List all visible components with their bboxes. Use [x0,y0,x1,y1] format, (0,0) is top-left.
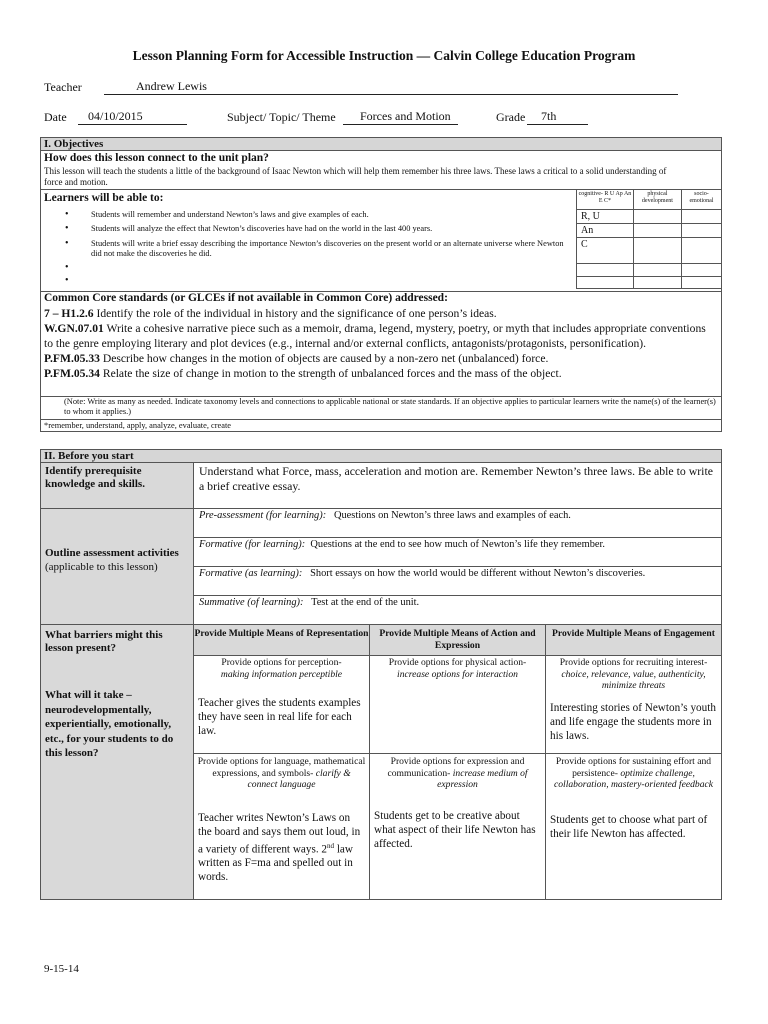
tax-cell[interactable]: An [577,224,634,238]
objective-item: • Students will analyze the effect that Newton’s discoveries have had on the world in the last 400 years. [44,224,564,239]
subject-field[interactable] [343,109,458,125]
tax-cell[interactable] [633,238,681,264]
cc-title: Common Core standards (or GLCEs if not available in Common Core) addressed: [44,292,448,304]
tax-cell[interactable]: C [577,238,634,264]
udl-cell-expression[interactable]: Provide options for expression and communication- increase medium of expression Students get to be creative about what aspect of their life Newton has affected. [369,753,546,900]
assess-label-cell [40,508,194,625]
date-label: Date [44,110,67,124]
page-title: Lesson Planning Form for Accessible Instruction — Calvin College Education Program [132,48,636,63]
udl-header-engagement: Provide Multiple Means of Engagement [545,624,722,656]
barriers-question: What barriers might this lesson present? [45,629,163,654]
tax-cell[interactable] [577,277,634,289]
prereq-label: Identify prerequisite knowledge and skills. [45,465,145,490]
taxonomy-footnote: *remember, understand, apply, analyze, evaluate, create [44,421,231,430]
connect-answer: This lesson will teach the students a little of the background of Isaac Newton which will help them remember his three laws. These laws a critical to a solid understanding of force and motion. [44,166,667,187]
barriers-label-cell [40,624,194,900]
objectives-header: I. Objectives [40,137,722,151]
prereq-text: Understand what Force, mass, acceleration and motion are. Remember Newton’s three laws. Be able to write a brief creative essay. [199,464,713,493]
assess-label: Outline assessment activities [45,547,179,559]
tax-cell[interactable]: R, U [577,210,634,224]
grade-field[interactable] [527,109,588,125]
udl-cell-sustaining[interactable]: Provide options for sustaining effort and persistence- optimize challenge, collaboration, mastery-oriented feedback Students get to choose what part of their life Newton has affected. [545,753,722,900]
teacher-field[interactable] [104,79,678,95]
assess-row-pre[interactable]: Pre-assessment (for learning): Questions on Newton’s three laws and examples of each. [193,508,722,538]
tax-cell[interactable] [681,210,721,224]
tax-cell[interactable] [633,224,681,238]
objectives-note: (Note: Write as many as needed. Indicate taxonomy levels and connections to applicable national or state standards. If an objective applies to particular learners write the name(s) of the learner(s) to whom it applies.) [64,397,716,416]
udl-cell-language[interactable]: Provide options for language, mathematical expressions, and symbols- clarify & connect language Teacher writes Newton’s Laws on the board and says them out loud, in a variety of different ways. 2nd law written as F=ma and spelled out in words. [193,753,370,900]
tax-cell[interactable] [633,210,681,224]
objective-item: • Students will write a brief essay describing the importance Newton’s discoveries on the present world or an alternate universe where Newton did not make the discoveries he did. [44,239,564,263]
assess-sub: (applicable to this lesson) [45,561,158,573]
date-field[interactable] [78,109,187,125]
objective-item [44,263,564,276]
udl-header-representation: Provide Multiple Means of Representation [193,624,370,656]
assess-row-summative[interactable]: Summative (of learning): Test at the end of the unit. [193,595,722,625]
objective-item: • Students will remember and understand Newton’s laws and give examples of each. [44,210,564,224]
tax-cell[interactable] [681,238,721,264]
cc-standard: P.FM.05.34 Relate the size of change in motion to the strength of unbalanced forces and the mass of the object. [44,367,562,380]
date-value: 04/10/2015 [88,109,143,123]
prereq-cell[interactable] [193,462,722,509]
assess-row-formative-as[interactable]: Formative (as learning): Short essays on how the world would be different without Newton’s discoveries. [193,566,722,596]
grade-value: 7th [541,109,557,123]
subject-label: Subject/ Topic/ Theme [227,110,336,124]
col-cognitive: cognitive- R U Ap An E C* [577,190,634,210]
cc-standard: 7 – H1.2.6 Identify the role of the individual in history and the significance of one person’s ideas. [44,307,497,320]
objectives-list [44,210,564,288]
prereq-label-cell [40,462,194,509]
objective-item [44,276,564,288]
tax-cell[interactable] [577,264,634,277]
grade-label: Grade [496,110,526,124]
subject-value: Forces and Motion [360,109,451,123]
teacher-value: Andrew Lewis [136,79,207,93]
taxonomy-table [576,189,722,289]
assess-row-formative-for[interactable]: Formative (for learning): Questions at the end to see how much of Newton’s life they remember. [193,537,722,567]
udl-cell-physical[interactable]: Provide options for physical action- increase options for interaction [369,655,546,754]
tax-cell[interactable] [633,264,681,277]
tax-cell[interactable] [633,277,681,289]
tax-cell[interactable] [681,264,721,277]
cc-standards [44,306,716,381]
cc-standard: P.FM.05.33 Describe how changes in the motion of objects are caused by a non-zero net (unbalanced) force. [44,352,549,365]
udl-cell-recruiting[interactable]: Provide options for recruiting interest- choice, relevance, value, authenticity, minimize threats Interesting stories of Newton’s youth and life engage the students more in his laws. [545,655,722,754]
tax-cell[interactable] [681,224,721,238]
footer-date: 9-15-14 [44,963,79,975]
learners-title: Learners will be able to: [44,192,164,204]
divider [40,419,722,420]
before-header: II. Before you start [40,449,722,463]
udl-header-action: Provide Multiple Means of Action and Expression [369,624,546,656]
col-physical: physical development [633,190,681,210]
take-question: What will it take – neurodevelopmentally, experientially, emotionally, etc., for your students to do this lesson? [45,689,174,759]
teacher-label: Teacher [44,80,82,94]
udl-cell-perception[interactable]: Provide options for perception- making information perceptible Teacher gives the students examples they have seen in real life for each law. [193,655,370,754]
connect-question: How does this lesson connect to the unit plan? [44,152,269,164]
tax-cell[interactable] [681,277,721,289]
cc-standard: W.GN.07.01 Write a cohesive narrative piece such as a memoir, drama, legend, mystery, poetry, or myth that includes appropriate conventions to the genre employing literary and plot devices (e.g., internal and/or external conflicts, antagonists/protagonists, personification). [44,322,706,350]
col-socio: socio- emotional [681,190,721,210]
